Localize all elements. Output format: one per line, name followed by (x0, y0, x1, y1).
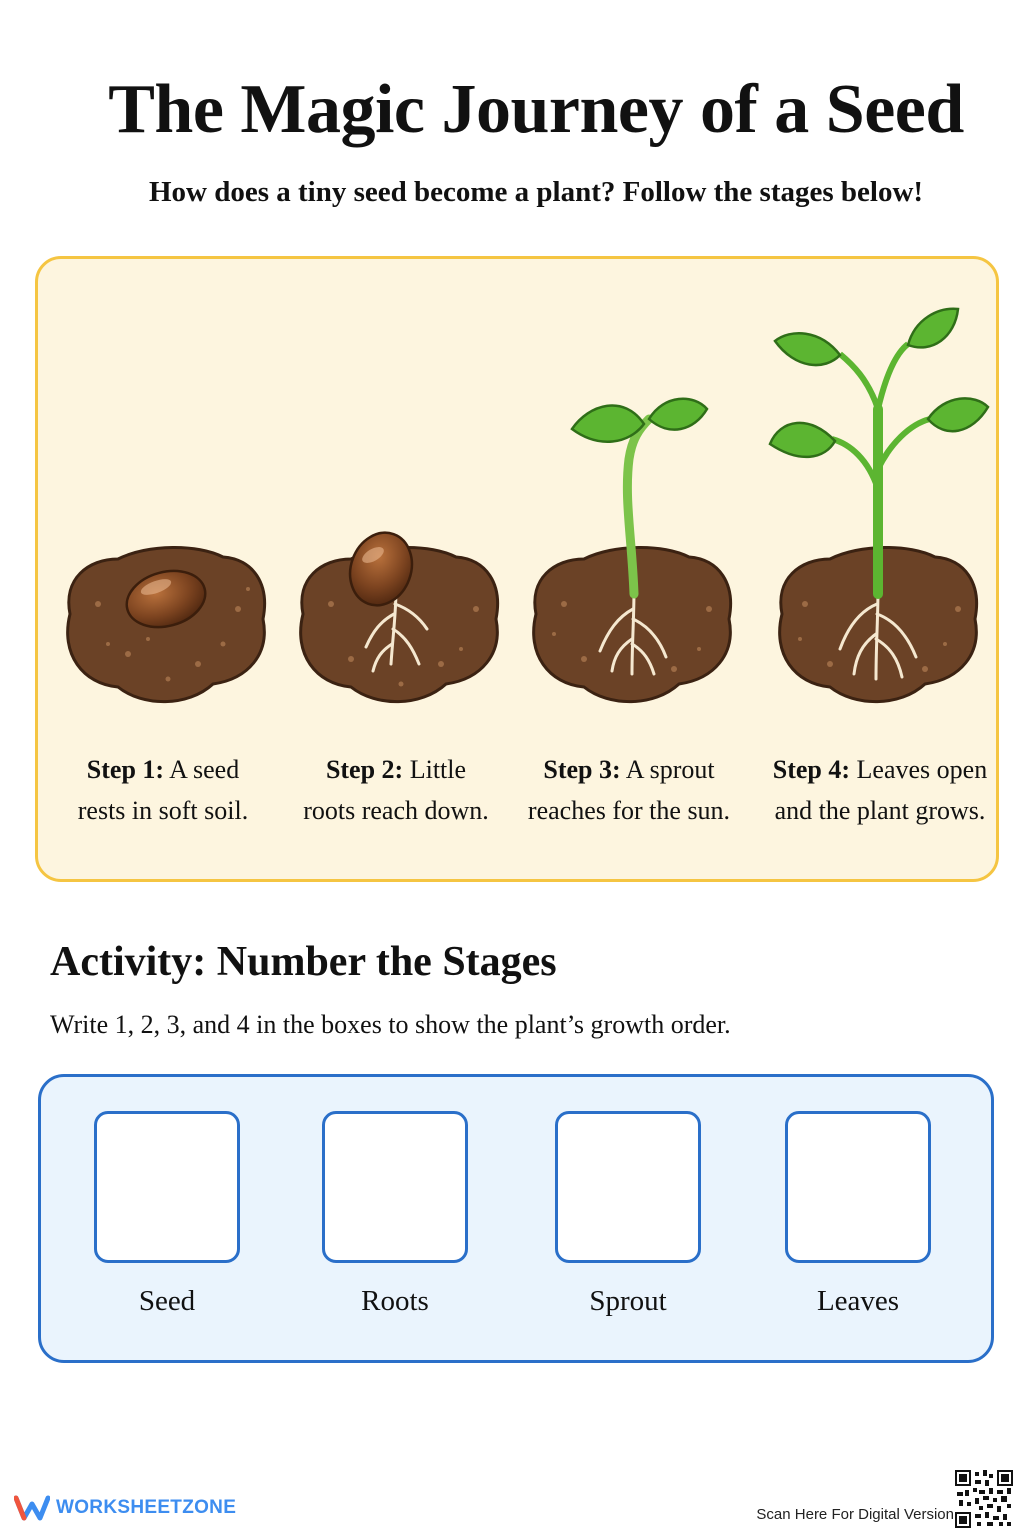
page-subtitle: How does a tiny seed become a plant? Follow the stages below! (148, 176, 924, 208)
answer-item-seed (94, 1111, 244, 1318)
answer-label-roots: Roots (361, 1285, 429, 1317)
answer-label-sprout: Sprout (589, 1285, 667, 1317)
stage-1-caption (48, 749, 278, 831)
stage-4-caption (760, 749, 1000, 831)
stage-1-line2: rests in soft soil. (77, 796, 249, 825)
answer-item-leaves (785, 1111, 935, 1318)
stage-2-step: Step 2: (325, 755, 404, 784)
stage-1-step: Step 1: (86, 755, 165, 784)
answer-item-sprout (555, 1111, 705, 1318)
answer-box-seed[interactable] (94, 1111, 240, 1263)
stage-3-line2: reaches for the sun. (527, 796, 731, 825)
worksheetzone-logo-icon (14, 1494, 50, 1522)
answer-box-leaves[interactable] (785, 1111, 931, 1263)
answer-label-leaves: Leaves (816, 1285, 900, 1317)
stage-4-step: Step 4: (772, 755, 851, 784)
stage-2-caption (281, 749, 511, 831)
stage-3-step: Step 3: (543, 755, 621, 784)
page-title: The Magic Journey of a Seed (108, 71, 964, 148)
stage-4-line2: and the plant grows. (774, 796, 986, 825)
stage-2-line2: roots reach down. (303, 796, 489, 825)
stage-1-line1: A seed (169, 755, 240, 784)
scan-text: Scan Here For Digital Version (756, 1506, 954, 1523)
answer-box-sprout[interactable] (555, 1111, 701, 1263)
answer-box-roots[interactable] (322, 1111, 468, 1263)
activity-title: Activity: Number the Stages (50, 939, 557, 985)
answer-item-roots (322, 1111, 472, 1318)
footer-logo[interactable] (14, 1494, 236, 1522)
stage-4 (760, 259, 990, 879)
answer-label-seed: Seed (138, 1285, 196, 1317)
stage-4-line1: Leaves open (856, 755, 988, 784)
seed-in-soil-illustration (48, 259, 278, 739)
brand-name: WORKSHEETZONE (56, 1497, 237, 1518)
qr-code-icon[interactable] (955, 1470, 1013, 1528)
stages-panel (35, 256, 999, 882)
answer-panel (38, 1074, 994, 1363)
stage-2-line1: Little (409, 755, 467, 784)
sprout-illustration (514, 259, 744, 739)
stage-3 (514, 259, 744, 879)
growing-plant-illustration (760, 259, 990, 739)
stage-3-caption (514, 749, 744, 831)
stage-3-line1: A sprout (625, 755, 715, 784)
stage-1 (48, 259, 278, 879)
seed-with-roots-illustration (281, 259, 511, 739)
activity-instruction: Write 1, 2, 3, and 4 in the boxes to show the plant’s growth order. (50, 1010, 731, 1039)
stage-2 (281, 259, 511, 879)
